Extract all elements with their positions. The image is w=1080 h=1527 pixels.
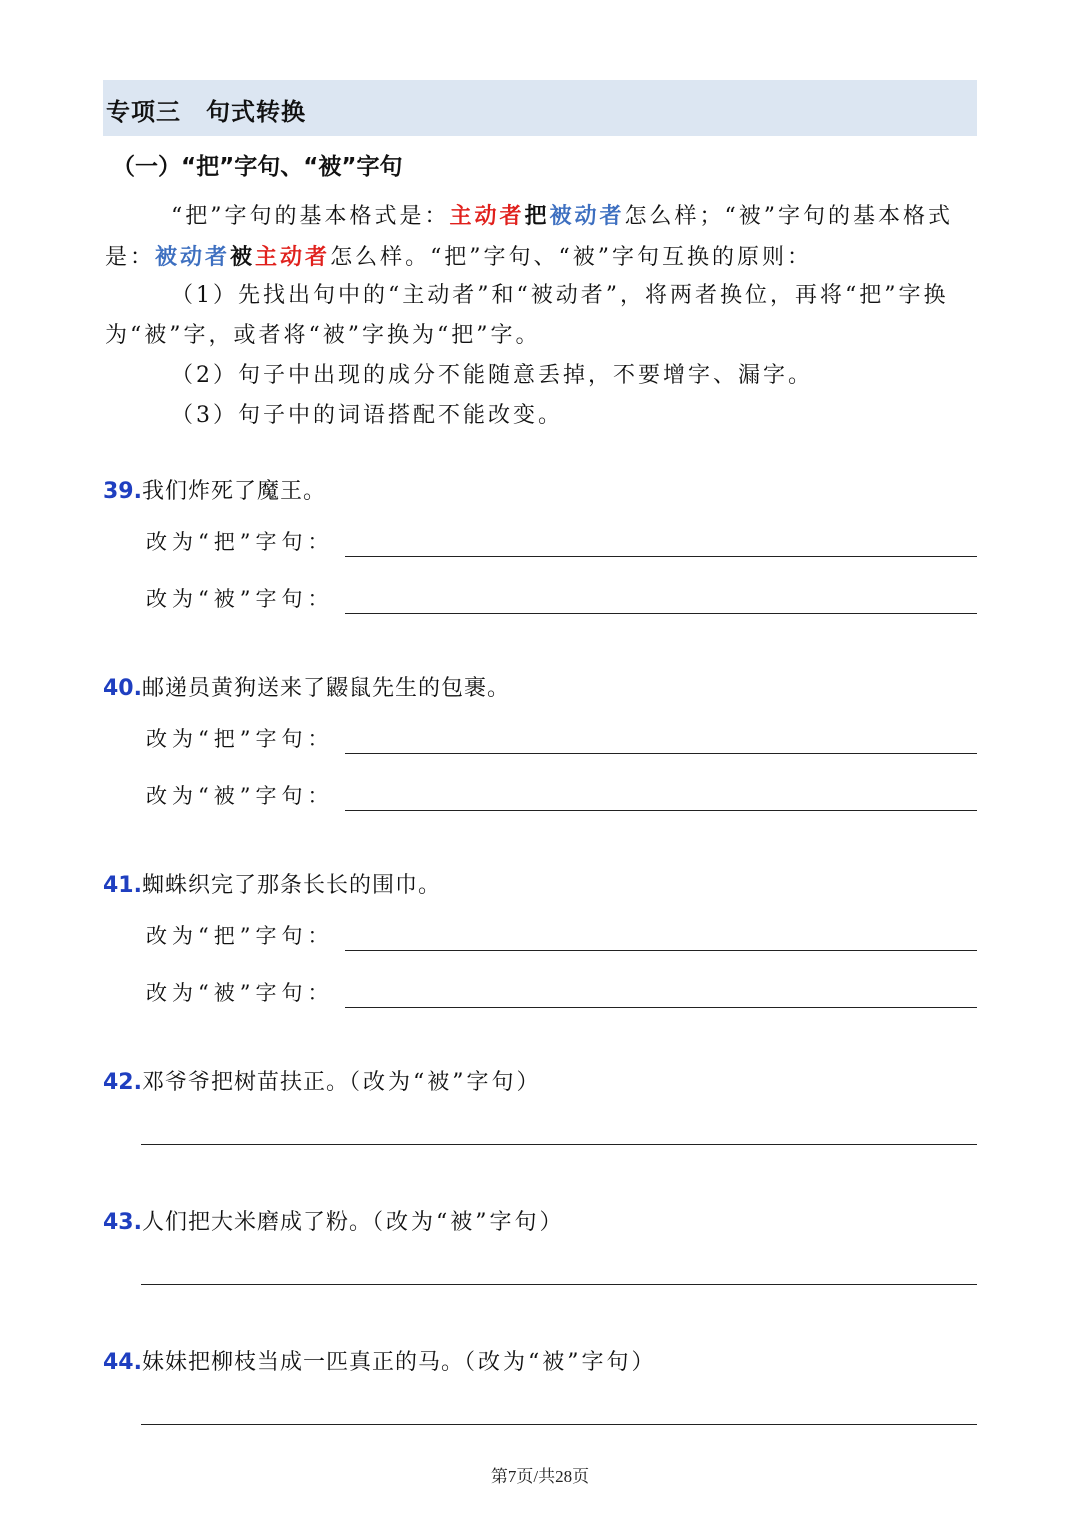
patient-term-2: 被动者 [155, 244, 231, 270]
answer-line[interactable] [345, 922, 977, 951]
answer-line[interactable] [345, 725, 977, 754]
intro-text-2: 怎么样；“被”字句的基本格式是： [105, 204, 954, 270]
question-text: 邮递员黄狗送来了鼹鼠先生的包裹。 [141, 676, 510, 701]
question-43 [103, 1205, 565, 1236]
answer-line[interactable] [345, 528, 977, 557]
agent-term: 主动者 [449, 203, 525, 229]
patient-term: 被动者 [549, 203, 625, 229]
answer-line[interactable] [345, 782, 977, 811]
question-instruction: （改为“被”字句） [349, 1070, 542, 1095]
question-instruction: （改为“被”字句） [372, 1210, 565, 1235]
intro-text-3: 怎么样。“把”字句、“被”字句互换的原则： [330, 245, 813, 270]
question-text: 蜘蛛织完了那条长长的围巾。 [141, 873, 441, 898]
answer-label: 改为“把”字句： [146, 924, 334, 948]
rule-1: （1）先找出句中的“主动者”和“被动者”，将两者换位，再将“把”字换为“被”字，或者将“被”字换为“把”字。 [105, 283, 949, 348]
answer-line[interactable] [345, 585, 977, 614]
answer-row-ba [146, 517, 977, 557]
page-number: 第7页/共28页 [490, 1467, 590, 1486]
question-number: 40. [103, 676, 142, 701]
answer-row-bei [146, 771, 977, 811]
answer-line[interactable] [141, 1284, 977, 1285]
question-number: 43. [103, 1210, 142, 1235]
question-41 [103, 868, 441, 899]
question-40 [103, 671, 510, 702]
intro-text-1: “把”字句的基本格式是： [171, 204, 450, 229]
answer-row-ba [146, 714, 977, 754]
section-banner [103, 80, 977, 136]
answer-row-bei [146, 968, 977, 1008]
section-title: 专项三 句式转换 [106, 98, 306, 126]
question-42 [103, 1065, 542, 1096]
intro-paragraph [105, 196, 977, 278]
question-text: 我们炸死了魔王。 [141, 479, 326, 504]
answer-line[interactable] [141, 1144, 977, 1145]
answer-line[interactable] [141, 1424, 977, 1425]
answer-label: 改为“被”字句： [146, 587, 334, 611]
question-39 [103, 474, 326, 505]
question-number: 44. [103, 1350, 142, 1375]
subheading: （一）“把”字句、“被”字句 [112, 154, 403, 180]
answer-label: 改为“把”字句： [146, 530, 334, 554]
answer-line[interactable] [345, 979, 977, 1008]
answer-label: 改为“把”字句： [146, 727, 334, 751]
question-text: 妹妹把柳枝当成一匹真正的马。 [141, 1350, 464, 1375]
rule-3: （3）句子中的词语搭配不能改变。 [171, 403, 563, 428]
agent-term-2: 主动者 [255, 244, 331, 270]
question-number: 39. [103, 479, 142, 504]
question-text: 人们把大米磨成了粉。 [141, 1210, 372, 1235]
question-number: 42. [103, 1070, 142, 1095]
question-44 [103, 1345, 657, 1376]
answer-label: 改为“被”字句： [146, 784, 334, 808]
question-number: 41. [103, 873, 142, 898]
rule-2: （2）句子中出现的成分不能随意丢掉，不要增字、漏字。 [171, 363, 813, 388]
question-text: 邓爷爷把树苗扶正。 [141, 1070, 349, 1095]
answer-row-ba [146, 911, 977, 951]
answer-label: 改为“被”字句： [146, 981, 334, 1005]
ba-term: 把 [524, 203, 550, 229]
question-instruction: （改为“被”字句） [464, 1350, 657, 1375]
answer-row-bei [146, 574, 977, 614]
bei-term: 被 [230, 244, 256, 270]
